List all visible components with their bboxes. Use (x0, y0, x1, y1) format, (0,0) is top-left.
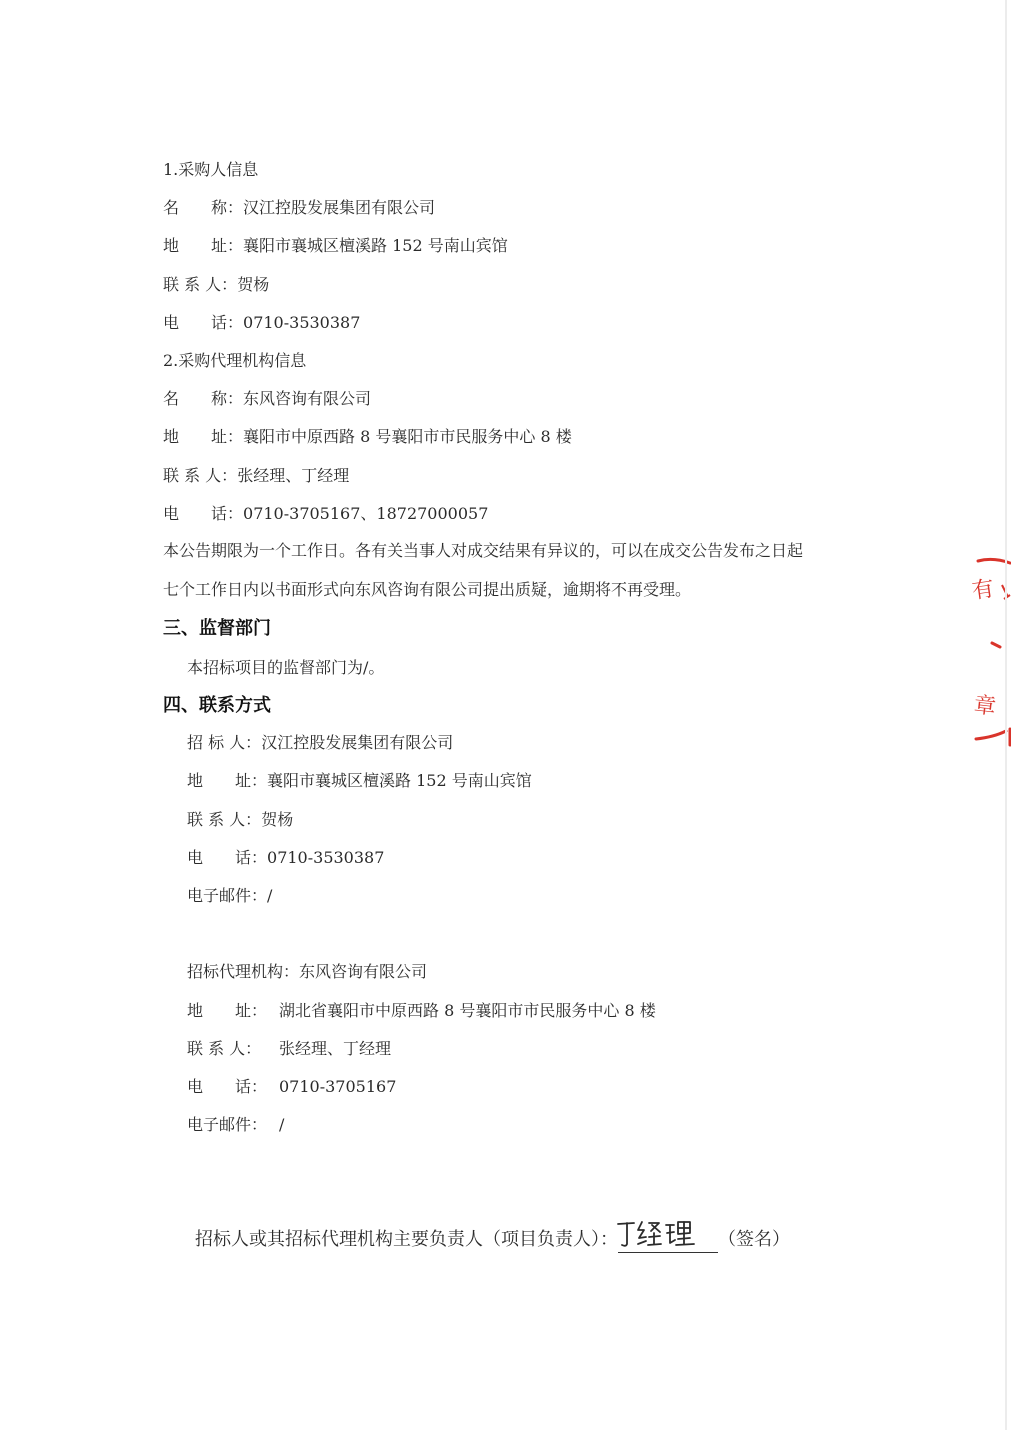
tenderer-address: 襄阳市襄城区檀溪路 152 号南山宾馆 (267, 771, 532, 790)
agent-address: 湖北省襄阳市中原西路 8 号襄阳市市民服务中心 8 楼 (279, 1001, 656, 1020)
agent-name-row (187, 961, 427, 983)
agency-phone-row (163, 503, 488, 525)
agency-address-row (163, 426, 572, 448)
scan-edge (1005, 0, 1007, 1430)
agency-contact: 张经理、丁经理 (237, 466, 350, 485)
agency-name-row (163, 388, 371, 410)
tenderer-address-row (187, 770, 532, 792)
signature-field (618, 1226, 718, 1253)
notice-line-2: 七个工作日内以书面形式向东风咨询有限公司提出质疑，逾期将不再受理。 (163, 580, 692, 599)
supervision-heading: 三、监督部门 (163, 618, 271, 639)
tenderer-address-label: 地 址： (187, 771, 268, 790)
purchaser-name-row (163, 197, 435, 219)
purchaser-contact-label: 联 系 人： (163, 275, 238, 294)
agent-phone: 0710-3705167 (279, 1077, 397, 1096)
purchaser-contact-row (163, 274, 269, 296)
tenderer-name: 汉江控股发展集团有限公司 (261, 733, 454, 752)
notice-line-1: 本公告期限为一个工作日。各有关当事人对成交结果有异议的，可以在成交公告发布之日起 (163, 541, 804, 560)
agent-email-label: 电子邮件： (187, 1115, 268, 1134)
signature-suffix: （签名） (718, 1229, 790, 1250)
agency-contact-row (163, 465, 349, 487)
tenderer-phone: 0710-3530387 (267, 848, 385, 867)
purchaser-name: 汉江控股发展集团有限公司 (243, 198, 436, 217)
agency-phone-label: 电 话： (163, 504, 244, 523)
tenderer-contact: 贺杨 (261, 810, 294, 829)
agency-address-label: 地 址： (163, 427, 244, 446)
purchaser-phone: 0710-3530387 (243, 313, 361, 332)
tenderer-email-label: 电子邮件： (187, 886, 268, 905)
purchaser-address-label: 地 址： (163, 236, 244, 255)
agency-name-label: 名 称： (163, 389, 244, 408)
svg-text:有: 有 (970, 576, 996, 605)
purchaser-address-row (163, 235, 508, 257)
purchaser-phone-row (163, 312, 360, 334)
signature-label: 招标人或其招标代理机构主要负责人（项目负责人）： (195, 1229, 618, 1250)
tenderer-email: / (267, 886, 273, 905)
handwritten-signature (612, 1216, 712, 1250)
contacts-heading: 四、联系方式 (163, 695, 271, 716)
signature-row (195, 1226, 790, 1253)
agency-name: 东风咨询有限公司 (243, 389, 372, 408)
agent-contact-label: 联 系 人： (187, 1039, 262, 1058)
tenderer-contact-label: 联 系 人： (187, 810, 262, 829)
tenderer-email-row (187, 885, 272, 907)
agency-contact-label: 联 系 人： (163, 466, 238, 485)
purchaser-contact: 贺杨 (237, 275, 270, 294)
supervision-text: 本招标项目的监督部门为/。 (187, 658, 385, 677)
agent-name-label: 招标代理机构： (187, 962, 300, 981)
agent-email: / (279, 1115, 285, 1134)
agent-name: 东风咨询有限公司 (299, 962, 428, 981)
purchaser-heading: 1.采购人信息 (163, 160, 259, 179)
agent-email-row (187, 1114, 284, 1136)
agent-contact-row (187, 1038, 391, 1060)
agency-heading: 2.采购代理机构信息 (163, 351, 307, 370)
agency-address: 襄阳市中原西路 8 号襄阳市市民服务中心 8 楼 (243, 427, 572, 446)
purchaser-name-label: 名 称： (163, 198, 244, 217)
tenderer-name-row (187, 732, 453, 754)
tenderer-contact-row (187, 809, 293, 831)
agent-phone-label: 电 话： (187, 1077, 268, 1096)
agent-address-label: 地 址： (187, 1001, 268, 1020)
agent-address-row (187, 1000, 656, 1022)
tenderer-phone-label: 电 话： (187, 848, 268, 867)
purchaser-phone-label: 电 话： (163, 313, 244, 332)
purchaser-address: 襄阳市襄城区檀溪路 152 号南山宾馆 (243, 236, 508, 255)
tenderer-phone-row (187, 847, 384, 869)
agent-phone-row (187, 1076, 396, 1098)
agent-contact: 张经理、丁经理 (279, 1039, 392, 1058)
svg-text:章: 章 (972, 693, 998, 721)
tenderer-name-label: 招 标 人： (187, 733, 262, 752)
agency-phone: 0710-3705167、18727000057 (243, 504, 489, 523)
